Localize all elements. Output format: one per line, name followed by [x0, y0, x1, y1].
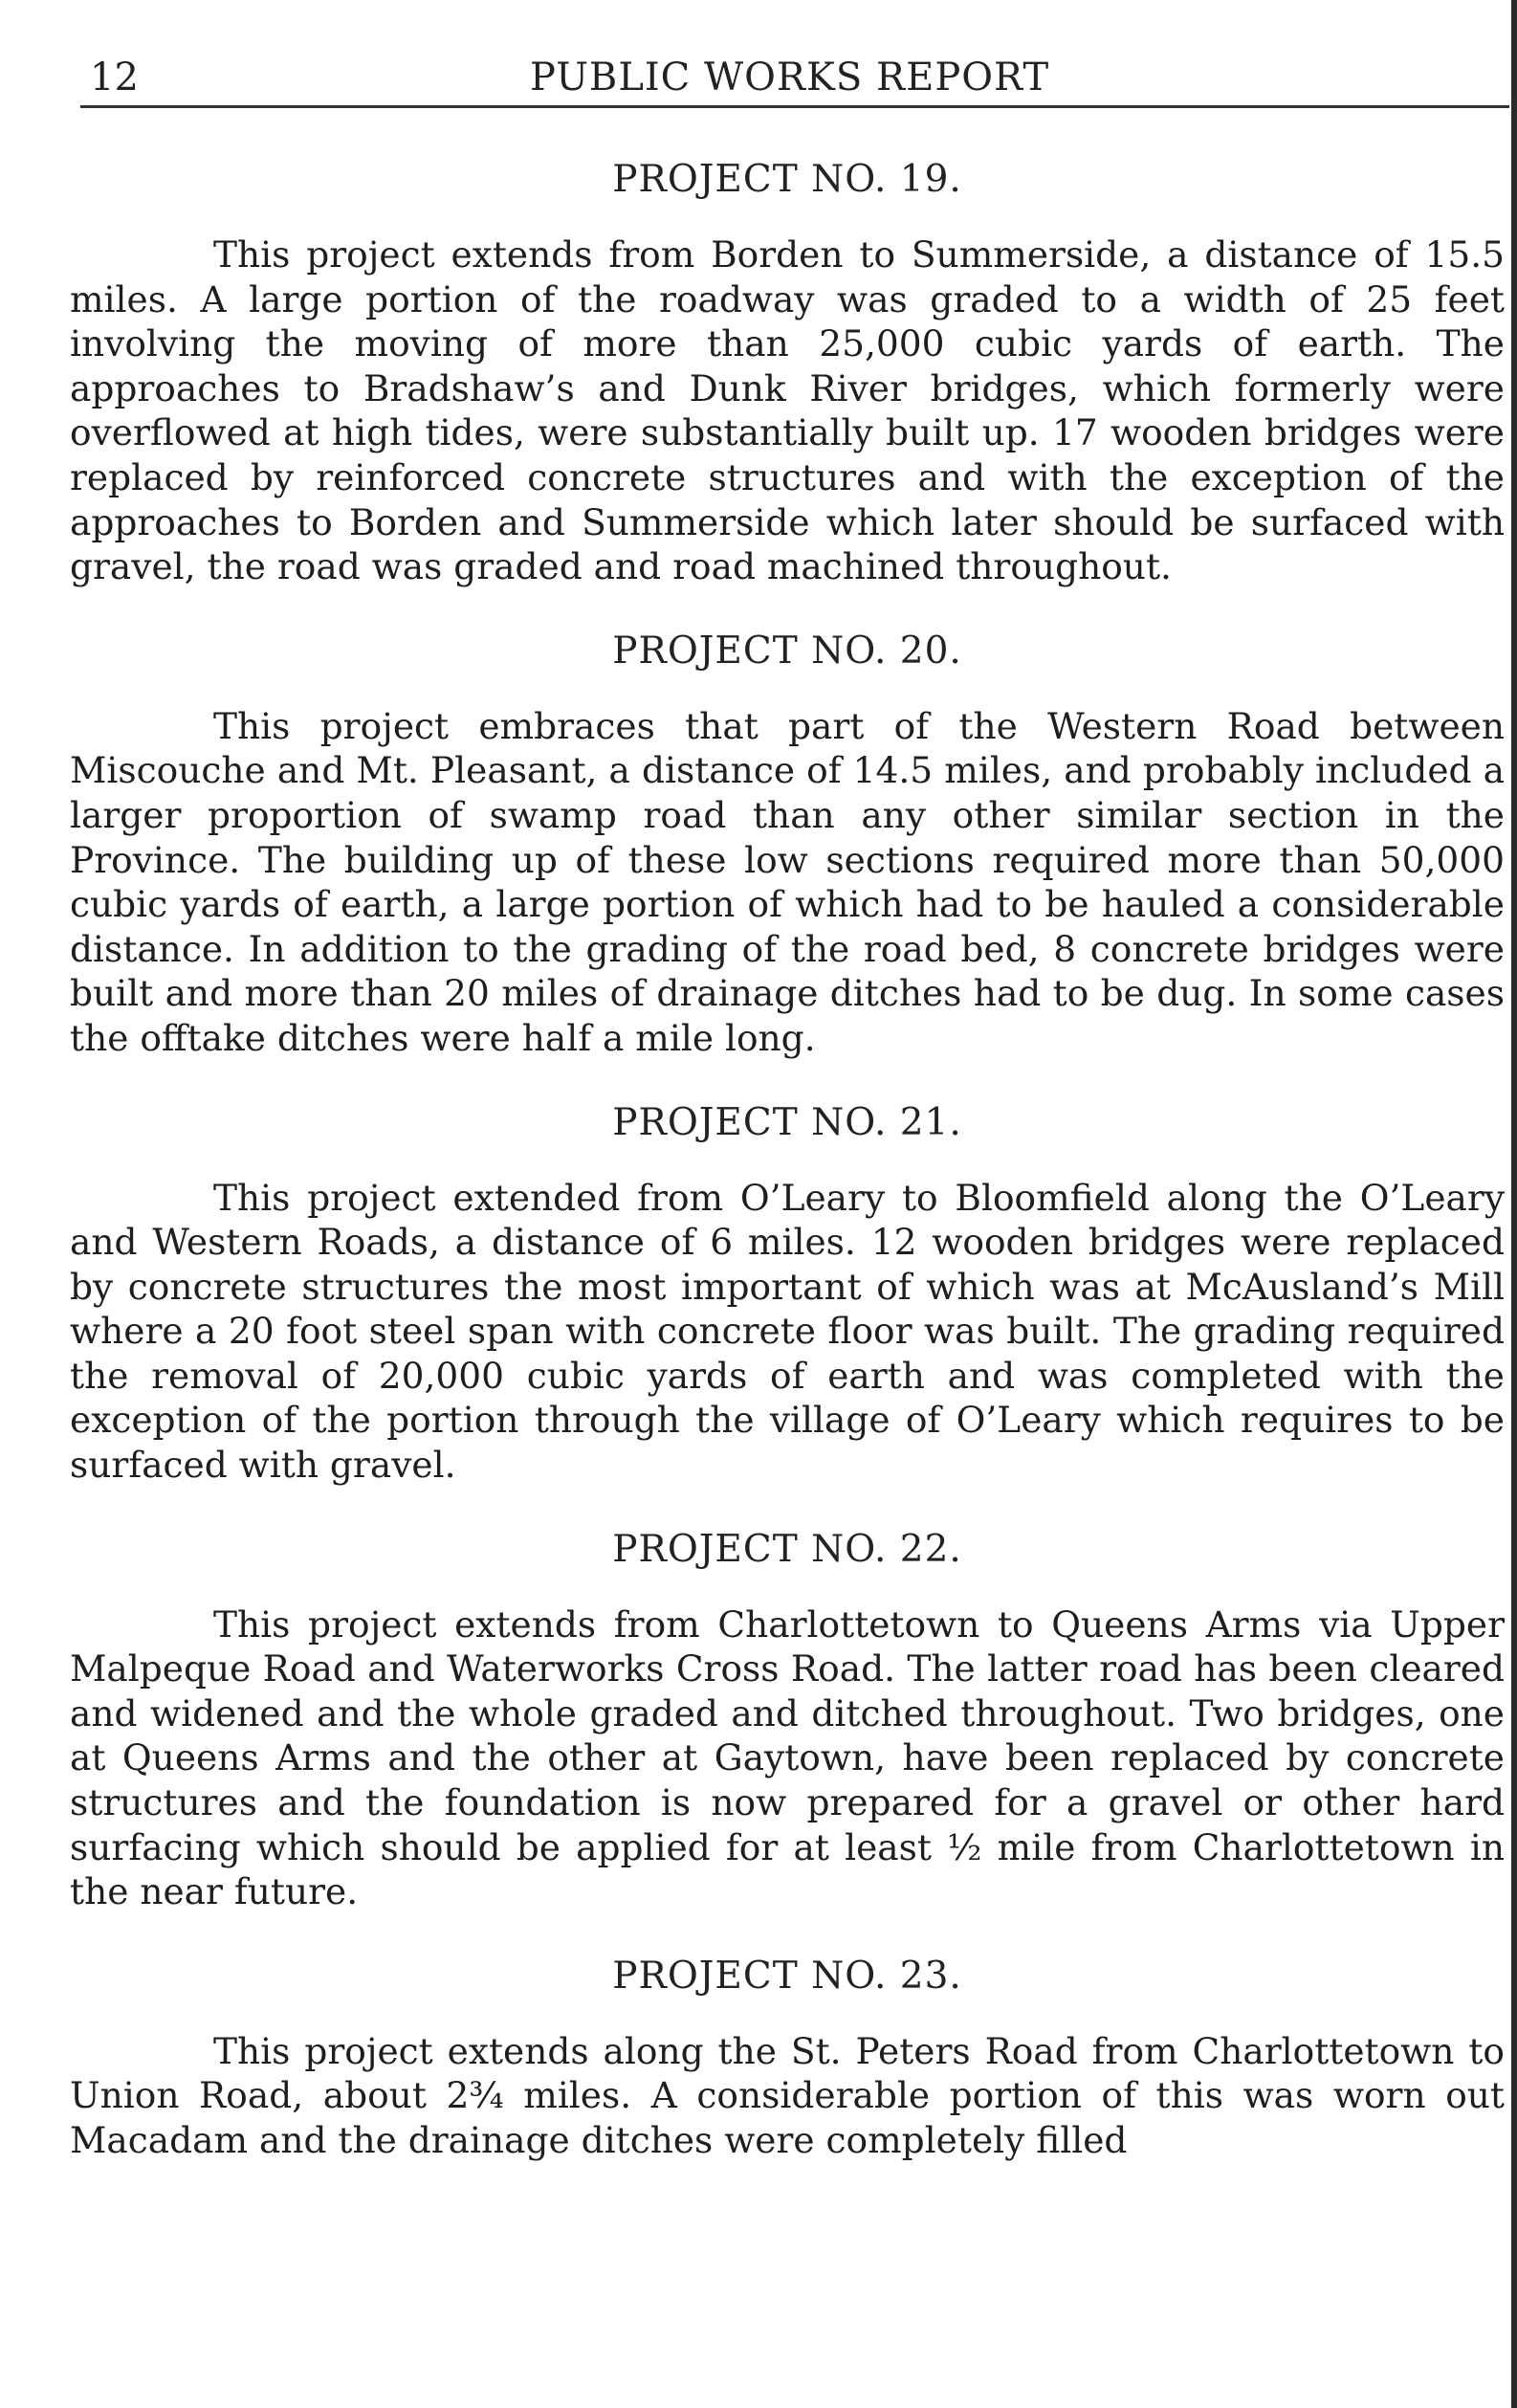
project-21-heading: PROJECT NO. 21. [612, 1100, 962, 1144]
project-22-paragraph: This project extends from Charlottetown to Queens Arms via Upper Malpeque Road and Waterworks Cross Road. The latter road has been cleared and widened and the whole graded and ditched throughout. Two bridges, one at Queens Arms and the other at Gaytown, have been replaced by concrete structures and the foundation is now prepared for a gravel or other hard surfacing which should be applied for at least ½ mile from Charlottetown in the near future. [70, 1602, 1505, 1913]
project-19-heading: PROJECT NO. 19. [612, 158, 962, 201]
report-body [70, 120, 1505, 2163]
page-header [80, 46, 1509, 103]
header-rule [80, 105, 1509, 108]
running-head: PUBLIC WORKS REPORT [530, 55, 1050, 99]
project-22-section [70, 1526, 1505, 1914]
project-20-heading: PROJECT NO. 20. [612, 629, 962, 673]
project-23-paragraph: This project extends along the St. Peters Road from Charlottetown to Union Road, about 2¾ miles. A considerable portion of this was worn out Macadam and the drainage ditches were completely filled [70, 2029, 1505, 2161]
project-22-heading: PROJECT NO. 22. [612, 1527, 962, 1571]
page-edge-shadow [1511, 0, 1517, 2408]
project-21-section [70, 1099, 1505, 1488]
project-21-paragraph: This project extended from O’Leary to Bloomfield along the O’Leary and Western Roads, a distance of 6 miles. 12 wooden bridges were replaced by concrete structures the most important of which was at McAusland’s Mill where a 20 foot steel span with concrete floor was built. The grading required the removal of 20,000 cubic yards of earth and was completed with the exception of the portion through the village of O’Leary which requires to be surfaced with gravel. [70, 1176, 1505, 1487]
project-19-section [70, 156, 1505, 589]
page-number: 12 [90, 55, 139, 99]
project-23-heading: PROJECT NO. 23. [612, 1954, 962, 1998]
project-20-paragraph: This project embraces that part of the Western Road between Miscouche and Mt. Pleasant, a distance of 14.5 miles, and probably included a larger proportion of swamp road than any other similar section in the Province. The building up of these low sections required more than 50,000 cubic yards of earth, a large portion of which had to be hauled a considerable distance. In addition to the grading of the road bed, 8 concrete bridges were built and more than 20 miles of drainage ditches had to be dug. In some cases the offtake ditches were half a mile long. [70, 704, 1505, 1059]
project-20-section [70, 628, 1505, 1061]
project-23-section [70, 1953, 1505, 2163]
project-19-paragraph: This project extends from Borden to Summerside, a distance of 15.5 miles. A large portion of the roadway was graded to a width of 25 feet involving the moving of more than 25,000 cubic yards of earth. The approaches to Bradshaw’s and Dunk River bridges, which formerly were overflowed at high tides, were substantially built up. 17 wooden bridges were replaced by reinforced concrete structures and with the exception of the approaches to Borden and Summerside which later should be surfaced with gravel, the road was graded and road machined throughout. [70, 233, 1505, 588]
